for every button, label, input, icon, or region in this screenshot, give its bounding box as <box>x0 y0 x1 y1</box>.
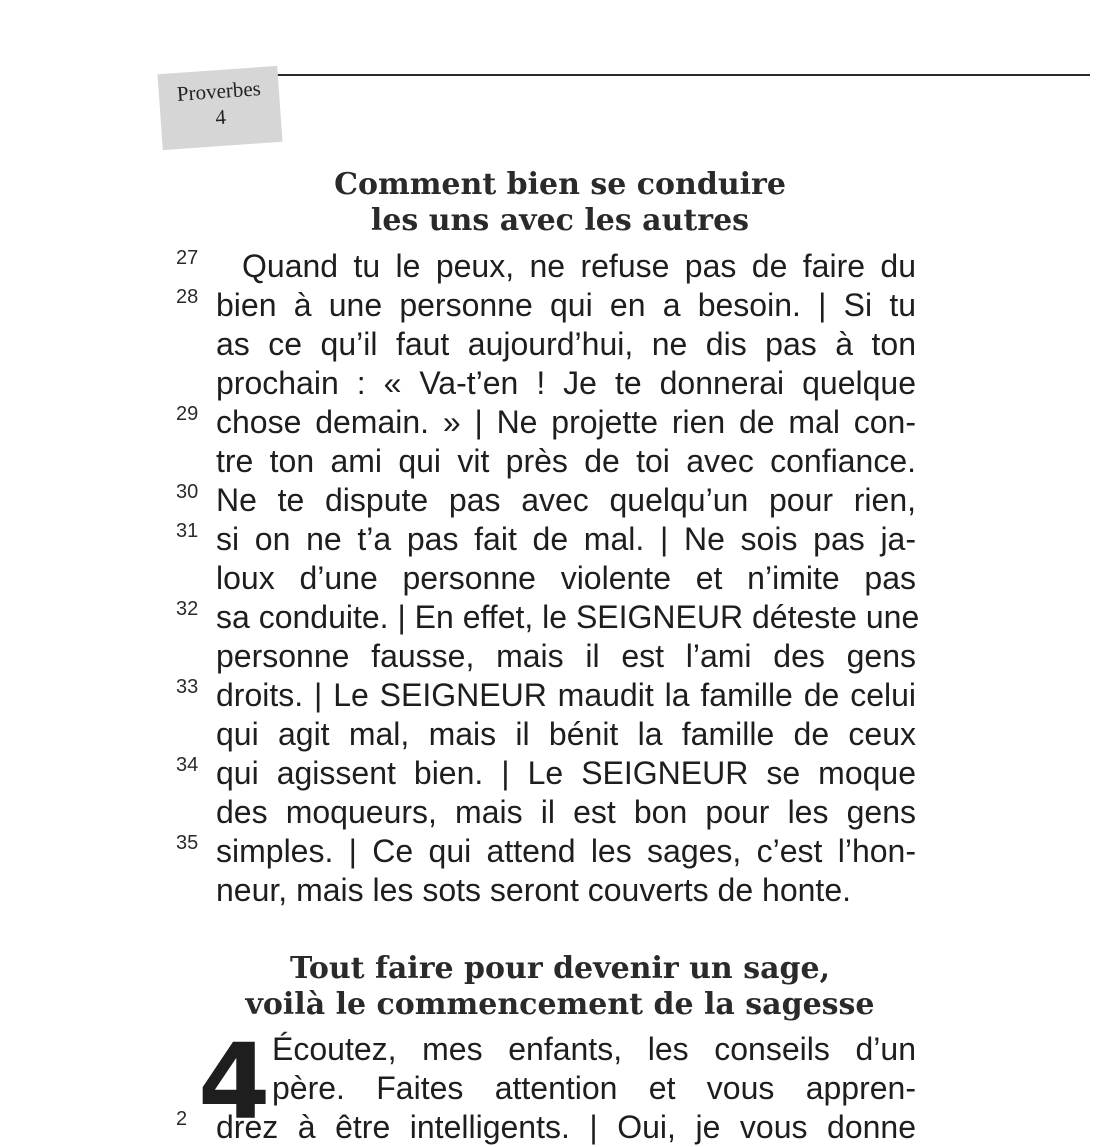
text-line <box>0 637 1106 676</box>
line-text: as ce qu’il faut aujourd’hui, ne dis pas à ton <box>216 326 916 362</box>
text-line <box>0 520 1106 559</box>
line-text: qui agit mal, mais il bénit la famille de ceux <box>216 716 916 752</box>
verse-number: 28 <box>176 286 199 308</box>
line-text: drez à être intelligents. | Oui, je vous donne <box>216 1109 916 1145</box>
verse-number: 33 <box>176 676 199 698</box>
line-text: si on ne t’a pas fait de mal. | Ne sois pas ja- <box>216 521 916 557</box>
line-text: chose demain. » | Ne projette rien de mal con- <box>216 404 916 440</box>
text-line <box>0 598 1106 637</box>
book-chapter-tab <box>157 66 282 150</box>
text-line <box>0 871 1106 910</box>
line-text: Quand tu le peux, ne refuse pas de faire du <box>242 248 916 284</box>
section-1-text <box>0 247 1106 910</box>
heading-line: voilà le commencement de la sagesse <box>245 987 875 1022</box>
text-line <box>0 364 1106 403</box>
text-line <box>0 442 1106 481</box>
verse-number: 35 <box>176 832 199 854</box>
chapter-number: 4 <box>214 104 227 130</box>
text-line <box>0 754 1106 793</box>
line-text: Écoutez, mes enfants, les conseils d’un <box>272 1031 916 1067</box>
line-text: droits. | Le SEIGNEUR maudit la famille de celui <box>216 677 916 713</box>
text-line <box>0 832 1106 871</box>
book-name: Proverbes <box>176 76 262 106</box>
text-line <box>0 559 1106 598</box>
line-text: des moqueurs, mais il est bon pour les gens <box>216 794 916 830</box>
line-text: personne fausse, mais il est l’ami des gens <box>216 638 916 674</box>
text-line <box>0 286 1106 325</box>
header-rule <box>272 74 1090 76</box>
section-2-text <box>0 1021 1106 1147</box>
text-line <box>0 715 1106 754</box>
line-text: Ne te dispute pas avec quelqu’un pour rien, <box>216 482 916 518</box>
text-line <box>0 1030 1106 1069</box>
line-text: bien à une personne qui en a besoin. | Si tu <box>216 287 916 323</box>
verse-number: 34 <box>176 754 199 776</box>
line-text: prochain : « Va-t’en ! Je te donnerai quelque <box>216 365 916 401</box>
line-text: neur, mais les sots seront couverts de honte. <box>216 872 851 908</box>
text-line <box>0 403 1106 442</box>
text-line <box>0 247 1106 286</box>
section-heading-1 <box>160 167 960 239</box>
verse-number: 30 <box>176 481 199 503</box>
heading-line: Tout faire pour devenir un sage, <box>289 951 831 986</box>
line-text: père. Faites attention et vous appren- <box>272 1070 916 1106</box>
text-line <box>0 793 1106 832</box>
line-text: qui agissent bien. | Le SEIGNEUR se moque <box>216 755 916 791</box>
text-line <box>0 481 1106 520</box>
section-heading-2 <box>160 951 960 1023</box>
verse-number: 27 <box>176 247 199 269</box>
heading-line: Comment bien se conduire <box>334 167 786 202</box>
verse-number: 32 <box>176 598 199 620</box>
verse-number: 29 <box>176 403 199 425</box>
verse-number: 31 <box>176 520 199 542</box>
text-line <box>0 325 1106 364</box>
line-text: sa conduite. | En effet, le SEIGNEUR déteste une <box>216 599 920 635</box>
line-text: simples. | Ce qui attend les sages, c’est l’hon- <box>216 833 916 869</box>
text-line <box>0 1069 1106 1108</box>
line-text: tre ton ami qui vit près de toi avec confiance. <box>216 443 916 479</box>
text-line <box>0 1108 1106 1147</box>
heading-line: les uns avec les autres <box>370 203 750 238</box>
line-text: loux d’une personne violente et n’imite pas <box>216 560 916 596</box>
text-line <box>0 676 1106 715</box>
verse-number: 2 <box>176 1108 188 1130</box>
chapter-drop-cap: 4 <box>198 1021 271 1143</box>
